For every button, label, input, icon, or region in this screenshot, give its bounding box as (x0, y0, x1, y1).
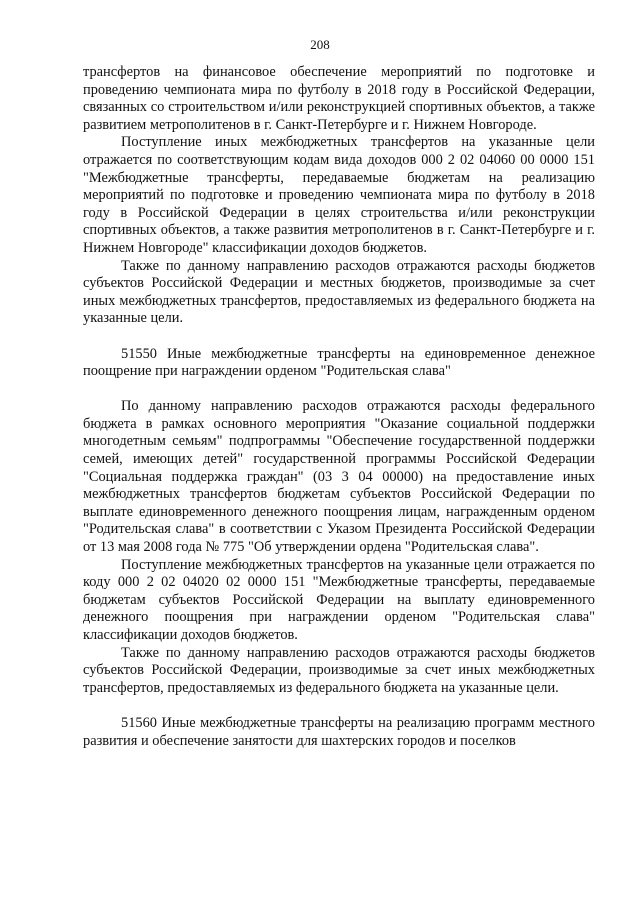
paragraph-transfer-receipt: Поступление межбюджетных трансфертов на указанные цели отражается по коду 000 2 02 04020 02 0000 151 "Межбюджетные трансферты, передаваемые бюджетам субъектов Российской Федерации на выплату единовременного денежного поощрения при награждении орденом "Родительская слава" классификации доходов бюджетов. (83, 556, 595, 643)
document-body (83, 64, 595, 750)
page-number: 208 (310, 37, 330, 52)
section-heading-51550: 51550 Иные межбюджетные трансферты на единовременное денежное поощрение при награждении орденом "Родительская слава" (83, 345, 595, 380)
paragraph-continuation: трансфертов на финансовое обеспечение мероприятий по подготовке и проведению чемпионата мира по футболу в 2018 году в Российской Федерации, связанных со строительством и/или реконструкцией спортивных объектов, а также развитием метрополитенов в г. Санкт-Петербурге и г. Нижнем Новгороде. (83, 64, 595, 133)
paragraph-income-receipt-2018: Поступление иных межбюджетных трансфертов на указанные цели отражается по соответствующим кодам вида доходов 000 2 02 04060 00 0000 151 "Межбюджетные трансферты, передаваемые бюджетам на реализацию мероприятий по подготовке и проведению чемпионата мира по футболу в 2018 году в Российской Федерации в целях строительства и/или реконструкции спортивных объектов, а также развития метрополитенов в г. Санкт-Петербурге и г. Нижнем Новгороде" классификации доходов бюджетов. (83, 134, 595, 256)
section-gap (83, 697, 595, 715)
section-gap (83, 328, 595, 346)
paragraph-federal-expenses: По данному направлению расходов отражаются расходы федерального бюджета в рамках основного мероприятия "Оказание социальной поддержки многодетным семьям" подпрограммы "Обеспечение государственной поддержки семей, имеющих детей" государственной программы Российской Федерации "Социальная поддержка граждан" (03 3 04 00000) на предоставление иных межбюджетных трансфертов бюджетам субъектов Российской Федерации по выплате единовременного денежного поощрения лицам, награжденным орденом "Родительская слава" в соответствии с Указом Президента Российской Федерации от 13 мая 2008 года № 775 "Об утверждении ордена "Родительская слава". (83, 398, 595, 556)
section-gap (83, 381, 595, 399)
section-heading-51560: 51560 Иные межбюджетные трансферты на реализацию программ местного развития и обеспечение занятости для шахтерских городов и поселков (83, 714, 595, 749)
paragraph-regional-expenses: Также по данному направлению расходов отражаются расходы бюджетов субъектов Российской Федерации, производимые за счет иных межбюджетных трансфертов, предоставляемых из федерального бюджета на указанные цели. (83, 644, 595, 696)
paragraph-expenses-regional: Также по данному направлению расходов отражаются расходы бюджетов субъектов Российской Федерации и местных бюджетов, производимые за счет иных межбюджетных трансфертов, предоставляемых из федерального бюджета на указанные цели. (83, 257, 595, 327)
